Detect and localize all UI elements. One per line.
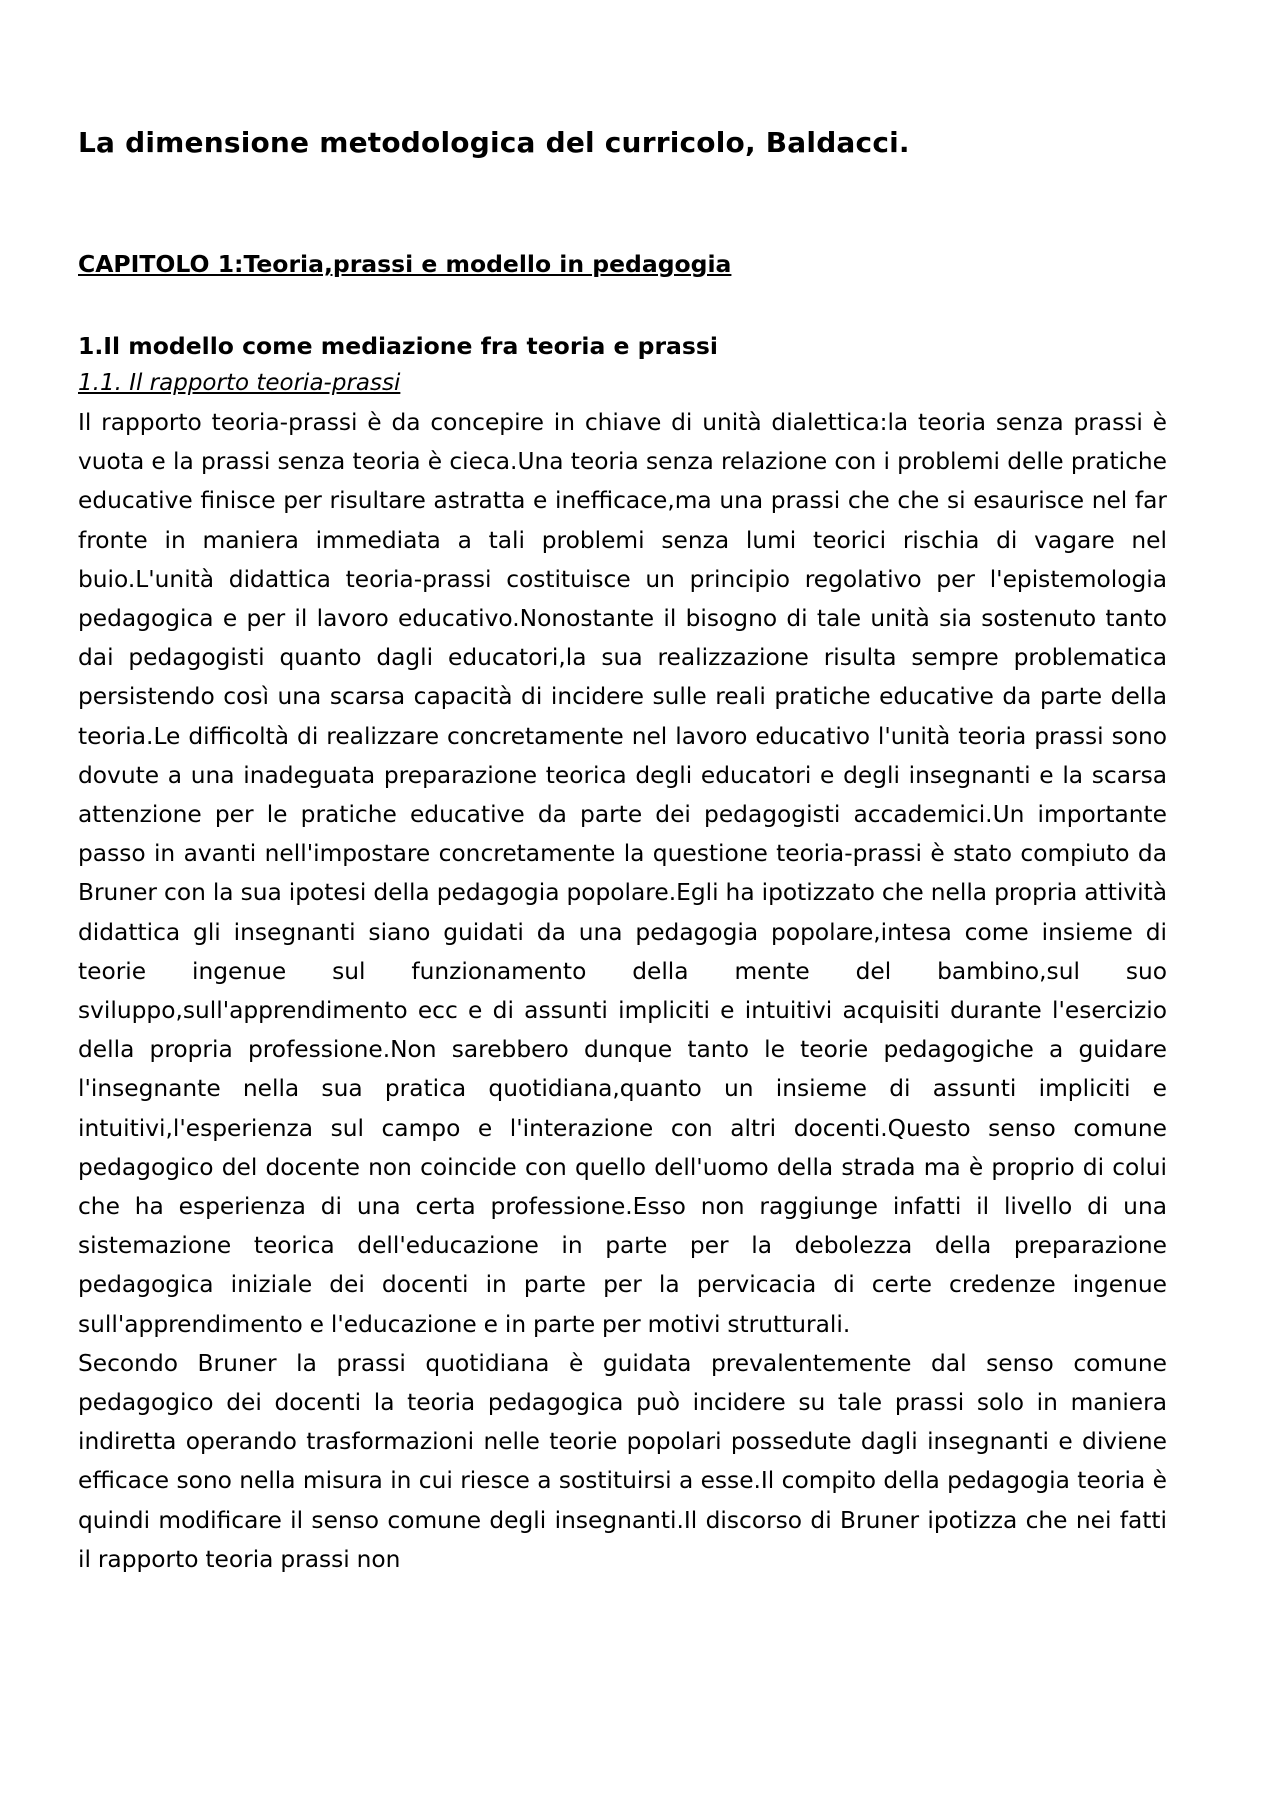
body-text <box>78 403 1167 1579</box>
section-heading: 1.Il modello come mediazione fra teoria e prassi <box>78 332 718 360</box>
paragraph-1: Il rapporto teoria-prassi è da concepire in chiave di unità dialettica:la teoria senza prassi è vuota e la prassi senza teoria è cieca.Una teoria senza relazione con i problemi delle pratiche educative finisce per risultare astratta e inefficace,ma una prassi che che si esaurisce nel far fronte in maniera immediata a tali problemi senza lumi teorici rischia di vagare nel buio.L'unità didattica teoria-prassi costituisce un principio regolativo per l'epistemologia pedagogica e per il lavoro educativo.Nonostante il bisogno di tale unità sia sostenuto tanto dai pedagogisti quanto dagli educatori,la sua realizzazione risulta sempre problematica persistendo così una scarsa capacità di incidere sulle reali pratiche educative da parte della teoria.Le difficoltà di realizzare concretamente nel lavoro educativo l'unità teoria prassi sono dovute a una inadeguata preparazione teorica degli educatori e degli insegnanti e la scarsa attenzione per le pratiche educative da parte dei pedagogisti accademici.Un importante passo in avanti nell'impostare concretamente la questione teoria-prassi è stato compiuto da Bruner con la sua ipotesi della pedagogia popolare.Egli ha ipotizzato che nella propria attività didattica gli insegnanti siano guidati da una pedagogia popolare,intesa come insieme di teorie ingenue sul funzionamento della mente del bambino,sul suo sviluppo,sull'apprendimento ecc e di assunti impliciti e intuitivi acquisiti durante l'esercizio della propria professione.Non sarebbero dunque tanto le teorie pedagogiche a guidare l'insegnante nella sua pratica quotidiana,quanto un insieme di assunti impliciti e intuitivi,l'esperienza sul campo e l'interazione con altri docenti.Questo senso comune pedagogico del docente non coincide con quello dell'uomo della strada ma è proprio di colui che ha esperienza di una certa professione.Esso non raggiunge infatti il livello di una sistemazione teorica dell'educazione in parte per la debolezza della preparazione pedagogica iniziale dei docenti in parte per la pervicacia di certe credenze ingenue sull'apprendimento e l'educazione e in parte per motivi strutturali. <box>78 409 1167 1338</box>
document-title: La dimensione metodologica del curricolo, Baldacci. <box>78 126 910 159</box>
subsection-heading: 1.1. Il rapporto teoria-prassi <box>78 370 401 396</box>
chapter-heading: CAPITOLO 1:Teoria,prassi e modello in pedagogia <box>78 250 732 278</box>
paragraph-2: Secondo Bruner la prassi quotidiana è guidata prevalentemente dal senso comune pedagogico dei docenti la teoria pedagogica può incidere su tale prassi solo in maniera indiretta operando trasformazioni nelle teorie popolari possedute dagli insegnanti e diviene efficace sono nella misura in cui riesce a sostituirsi a esse.Il compito della pedagogia teoria è quindi modificare il senso comune degli insegnanti.Il discorso di Bruner ipotizza che nei fatti il rapporto teoria prassi non <box>78 1349 1167 1573</box>
